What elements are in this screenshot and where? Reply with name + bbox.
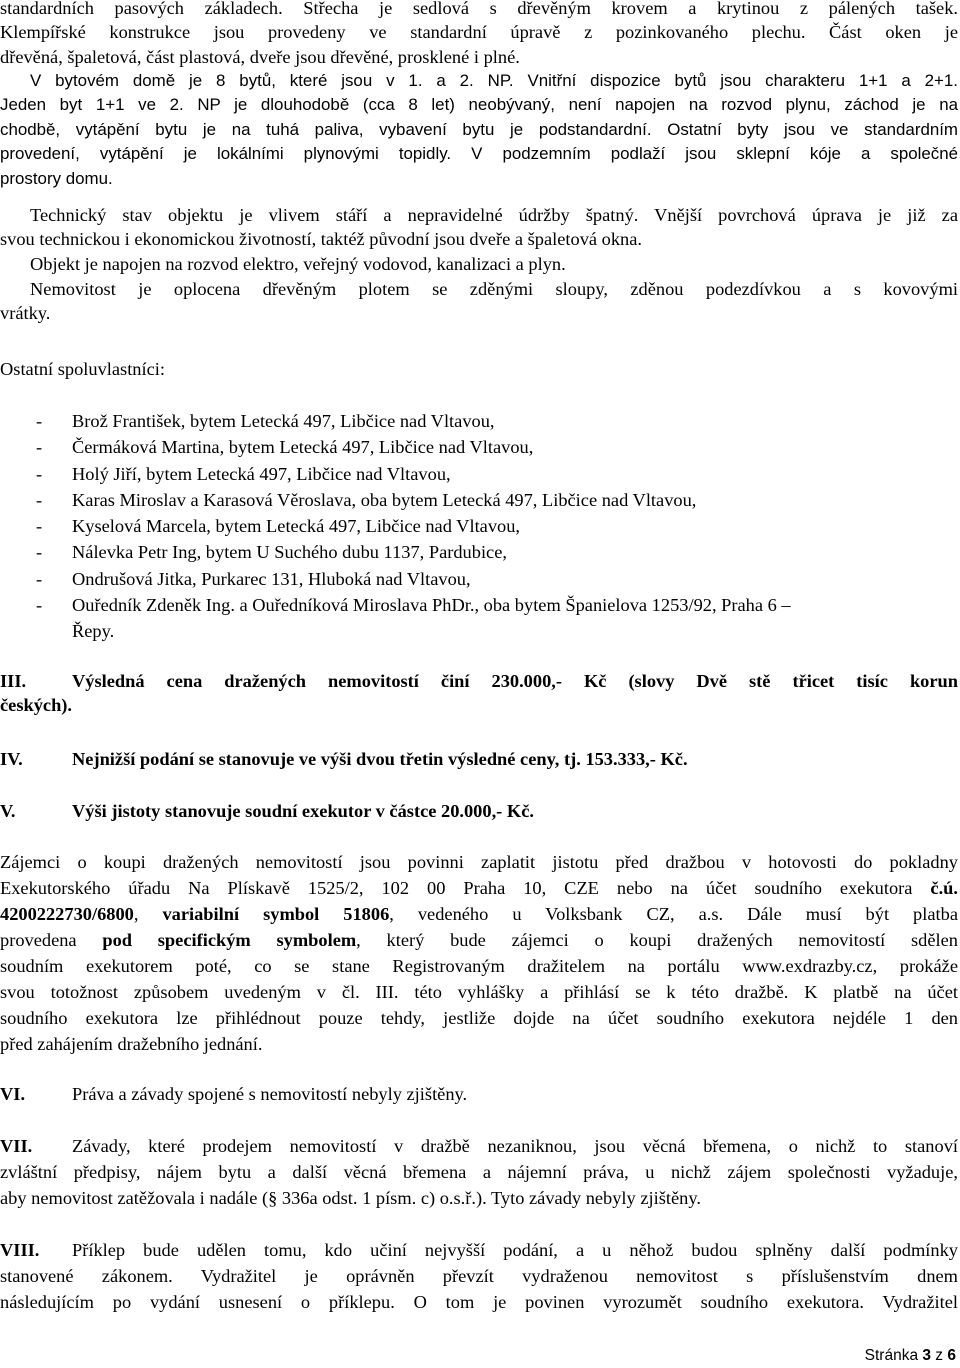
list-dash: - [36,516,43,537]
list-dash: - [36,595,43,616]
footer-separator: z [931,1347,948,1364]
list-dash: - [36,411,43,431]
text-segment: , který bude zájemci o koupi dražených nemovitostí sdělen [356,930,959,950]
heading-text: Ostatní spoluvlastníci: [0,359,165,379]
text-line [0,927,958,953]
text-line: svou totožnost způsobem uvedeným v čl. III. této vyhlášky a přihlásí se k této dražbě. K platbě na účet [0,982,958,1002]
text-line: zvláštní předpisy, nájem bytu a další věcná břemena a nájemní práva, u nichž zájem společnosti vyžaduje, [0,1162,958,1182]
list-item [0,592,958,645]
text-line: soudního exekutora lze přihlédnout pouze tehdy, jestliže dojde na účet soudního exekutora nejdéle 1 den [0,1008,958,1028]
section-number-vii: VII. [0,1136,33,1156]
list-item [0,461,958,487]
text-segment: Exekutorského úřadu Na Plískavě 1525/2, 102 00 Praha 10, CZE nebo na účet soudního exekutora [0,878,931,898]
list-item-text: Čermáková Martina, bytem Letecká 497, Libčice nad Vltavou, [72,437,534,458]
text-line: Zájemci o koupi dražených nemovitostí jsou povinni zaplatit jistotu před dražbou v hotovosti do pokladny [0,852,958,872]
list-item-text: Ondrušová Jitka, Purkarec 131, Hluboká nad Vltavou, [72,568,471,589]
fence-description [0,277,958,326]
text-segment: , [133,904,163,924]
section-viii [0,1237,958,1315]
text-line: Objekt je napojen na rozvod elektro, veřejný vodovod, kanalizaci a plyn. [30,254,566,274]
text-line: prostory domu. [0,168,113,188]
text-line: stanovené zákonem. Vydražitel je oprávněn převzít vydraženou nemovitost s příslušenstvím dnem [0,1266,958,1286]
text-line: Nemovitost je oplocena dřevěným plotem se zděnými sloupy, zděnou podezdívkou a s kovovými [30,279,958,299]
text-line: Technický stav objektu je vlivem stáří a nepravidelné údržby špatný. Vnější povrchová úprava je již za [30,205,958,225]
text-line: standardních pasových základech. Střecha je sedlová s dřevěným krovem a krytinou z pálených tašek. [0,0,958,18]
text-line: Jeden byt 1+1 ve 2. NP je dlouhodobě (cca 8 let) neobývaný, není napojen na rozvod plynu, záchod je na [0,95,958,115]
apartments-description [0,69,958,191]
text-line [0,875,958,901]
technical-state [0,203,958,252]
text-line: V bytovém domě je 8 bytů, které jsou v 1. a 2. NP. Vnitřní dispozice bytů jsou charakteru 1+1 a 2+1. [30,71,958,90]
deposit-paragraph [0,849,958,1057]
text-line: Závady, které prodejem nemovitostí v dražbě nezaniknou, jsou věcná břemena, o nichž to stanoví [72,1136,958,1156]
utilities-connection [0,252,958,276]
list-item [0,539,958,565]
list-item-text: Řepy. [72,621,115,642]
text-line: následujícím po vydání usnesení o příklepu. O tom je povinen vyrozumět soudního exekutora. Vydražitel [0,1292,958,1312]
building-description [0,0,958,69]
account-number: 4200222730/6800 [0,904,134,924]
text-line: chodbě, vytápění bytu je na tuhá paliva, vybavení bytu je podstandardní. Ostatní byty jsou ve standardním [0,119,958,139]
section-vii [0,1133,958,1211]
section-number-iii: III. [0,671,27,691]
list-dash: - [36,568,43,589]
list-item [0,434,958,460]
text-line [0,901,958,927]
coowners-list [0,408,958,645]
list-item-text: Karas Miroslav a Karasová Věroslava, oba bytem Letecká 497, Libčice nad Vltavou, [72,489,697,510]
list-dash: - [36,437,43,458]
section-iv-text: Nejnižší podání se stanovuje ve výši dvou třetin výsledné ceny, tj. 153.333,- Kč. [72,749,688,769]
text-line: Klempířské konstrukce jsou provedeny ve standardní úpravě z pozinkovaného plechu. Část oken je [0,22,958,43]
specific-symbol: pod specifickým symbolem [102,930,357,950]
text-segment: provedena [0,930,103,950]
list-item-text: Kyselová Marcela, bytem Letecká 497, Libčice nad Vltavou, [72,516,521,537]
list-item-text: Ouředník Zdeněk Ing. a Ouředníková Miroslava PhDr., oba bytem Španielova 1253/92, Praha 6 – [72,595,791,616]
text-line: provedení, vytápění je lokálními plynovými topidly. V podzemním podlaží jsou sklepní kóje a společné [0,144,958,164]
list-dash: - [36,542,43,563]
text-segment: , vedeného u Volksbank CZ, a.s. Dále musí být platba [389,904,958,924]
variable-symbol: variabilní symbol 51806 [162,904,390,924]
list-item-text: Nálevka Petr Ing, bytem U Suchého dubu 1137, Pardubice, [72,542,507,563]
text-line: svou technickou i ekonomickou životností, taktéž původní jsou dveře a špaletová okna. [0,229,642,250]
section-v-text: Výši jistoty stanovuje soudní exekutor v částce 20.000,- Kč. [72,801,534,821]
page-footer [865,1346,956,1366]
coowners-heading [0,357,958,381]
section-number-vi: VI. [0,1084,26,1104]
text-line: českých). [0,695,73,716]
list-item [0,566,958,592]
page-number: 3 [922,1347,931,1364]
list-item [0,408,958,434]
text-line: Příklep bude udělen tomu, kdo učiní nejvyšší podání, a u něhož budou splněny další podmínky [72,1240,958,1260]
list-dash: - [36,463,43,484]
list-item-text: Brož František, bytem Letecká 497, Libčice nad Vltavou, [72,411,495,431]
section-iii [0,669,958,718]
text-line: aby nemovitost zatěžovala i nadále (§ 336a odst. 1 písm. c) o.s.ř.). Tyto závady nebyly zjištěny. [0,1188,701,1208]
text-line: dřevěná, špaletová, část plastová, dveře jsou dřevěné, prosklené i plné. [0,46,520,67]
list-item-text: Holý Jiří, bytem Letecká 497, Libčice nad Vltavou, [72,463,451,484]
text-line: před zahájením dražebního jednání. [0,1034,263,1054]
list-item [0,487,958,513]
account-label: č.ú. [930,878,958,898]
list-item [0,513,958,539]
page-total: 6 [947,1347,956,1364]
section-number-iv: IV. [0,749,23,769]
text-line: Výsledná cena dražených nemovitostí činí 230.000,- Kč (slovy Dvě stě třicet tisíc korun [72,671,958,691]
list-dash: - [36,489,43,510]
section-vi-text: Práva a závady spojené s nemovitostí nebyly zjištěny. [72,1084,468,1104]
text-line: soudním exekutorem poté, co se stane Registrovaným dražitelem na portálu www.exdrazby.cz, prokáže [0,956,958,976]
section-number-viii: VIII. [0,1240,40,1260]
text-line: vrátky. [0,303,51,324]
section-number-v: V. [0,801,16,821]
footer-prefix: Stránka [864,1347,923,1364]
